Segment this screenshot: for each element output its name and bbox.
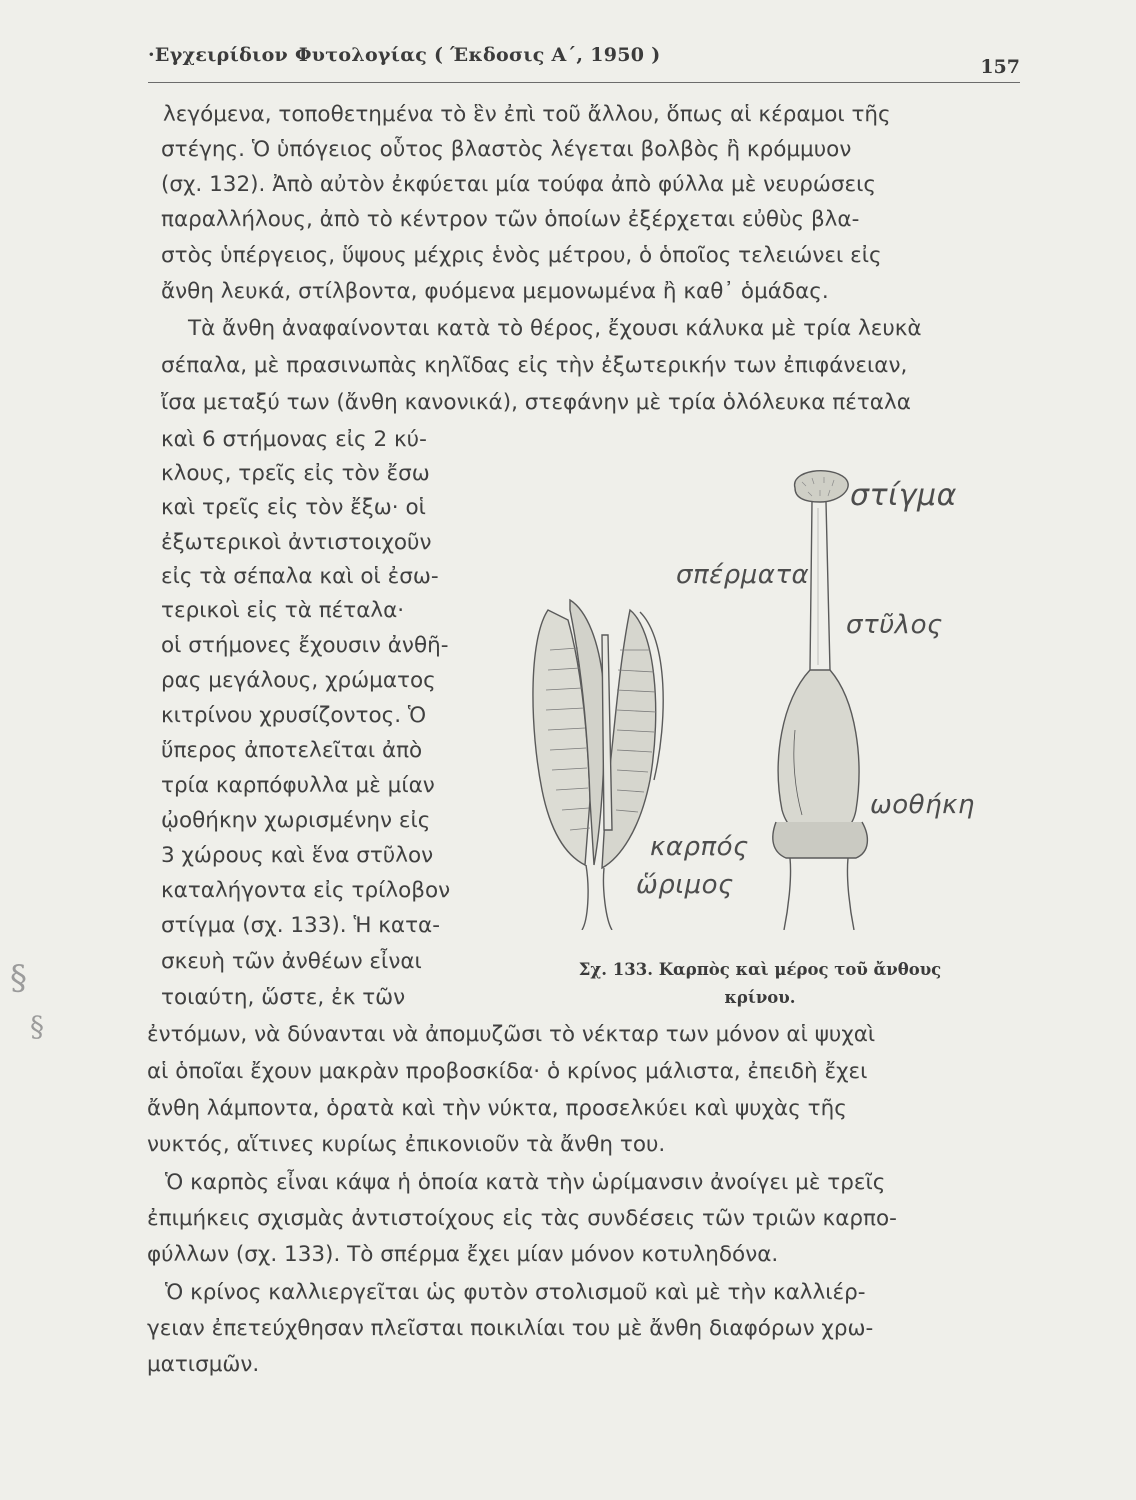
caption-line-2: κρίνου. xyxy=(724,988,796,1008)
figure-caption xyxy=(520,956,1000,1012)
capsule-stem xyxy=(582,865,612,930)
text-line: στέγης. Ὁ ὑπόγειος οὗτος βλαστὸς λέγεται βολβὸς ἢ κρόμμυον xyxy=(161,137,852,162)
text-line: ματισμῶν. xyxy=(147,1352,260,1377)
stigma xyxy=(795,471,849,502)
text-line: Ὁ κρίνος καλλιεργεῖται ὡς φυτὸν στολισμοῦ καὶ μὲ τὴν καλλιέρ- xyxy=(165,1280,866,1305)
page-number: 157 xyxy=(980,56,1020,78)
text-line: ἴσα μεταξύ των (ἄνθη κανονικά), στεφάνην μὲ τρία ὁλόλευκα πέταλα xyxy=(161,390,911,415)
text-line: παραλλήλους, ἀπὸ τὸ κέντρον τῶν ὁποίων ἐξέρχεται εὐθὺς βλα- xyxy=(161,207,860,232)
text-line: ἐπιμήκεις σχισμὰς ἀντιστοίχους εἰς τὰς συνδέσεις τῶν τριῶν καρπο- xyxy=(147,1206,897,1231)
text-line: στὸς ὑπέργειος, ὕψους μέχρις ἑνὸς μέτρου, ὁ ὁποῖος τελειώνει εἰς xyxy=(161,243,882,268)
label-ovary: ωοθήκη xyxy=(870,790,975,820)
text-line: Ὁ καρπὸς εἶναι κάψα ἡ ὁποία κατὰ τὴν ὡρίμανσιν ἀνοίγει μὲ τρεῖς xyxy=(165,1170,886,1195)
caption-line-1: Σχ. 133. Καρπὸς καὶ μέρος τοῦ ἄνθους xyxy=(578,960,942,979)
text-line: φύλλων (σχ. 133). Τὸ σπέρμα ἔχει μίαν μόνον κοτυληδόνα. xyxy=(147,1242,779,1267)
margin-pencil-mark: § xyxy=(10,958,27,998)
text-line: καταλήγοντα εἰς τρίλοβον xyxy=(161,878,451,903)
text-line: τερικοὶ εἰς τὰ πέταλα· xyxy=(161,598,405,623)
text-line: Τὰ ἄνθη ἀναφαίνονται κατὰ τὸ θέρος, ἔχουσι κάλυκα μὲ τρία λευκὰ xyxy=(188,316,922,341)
style xyxy=(810,502,830,670)
text-line: ρας μεγάλους, χρώματος xyxy=(161,668,436,693)
text-line: καὶ 6 στήμονας εἰς 2 κύ- xyxy=(161,427,427,452)
margin-pencil-mark: § xyxy=(30,1010,44,1043)
text-line: εἰς τὰ σέπαλα καὶ οἱ ἐσω- xyxy=(161,564,439,589)
ovary xyxy=(778,670,859,838)
lily-fruit-figure xyxy=(490,460,1010,930)
book-title: ·Εγχειρίδιον Φυτολογίας ( Έκδοσις Α΄, 1950 ) xyxy=(148,44,661,66)
text-line: ἄνθη λευκά, στίλβοντα, φυόμενα μεμονωμένα ἢ καθ᾽ ὁμάδας. xyxy=(161,279,829,304)
text-line: τοιαύτη, ὥστε, ἐκ τῶν xyxy=(161,985,406,1010)
text-line: κιτρίνου χρυσίζοντος. Ὁ xyxy=(161,703,427,728)
text-line: γειαν ἐπετεύχθησαν πλεῖσται ποικιλίαι του μὲ ἄνθη διαφόρων χρω- xyxy=(147,1316,874,1341)
text-line: αἱ ὁποῖαι ἔχουν μακρὰν προβοσκίδα· ὁ κρίνος μάλιστα, ἐπειδὴ ἔχει xyxy=(147,1059,868,1084)
text-line: λεγόμενα, τοποθετημένα τὸ ἓν ἐπὶ τοῦ ἄλλου, ὅπως αἱ κέραμοι τῆς xyxy=(163,102,891,127)
text-line: οἱ στήμονες ἔχουσιν ἀνθῆ- xyxy=(161,633,449,658)
text-line: ἄνθη λάμποντα, ὁρατὰ καὶ τὴν νύκτα, προσελκύει καὶ ψυχὰς τῆς xyxy=(147,1096,847,1121)
running-header xyxy=(148,40,1020,83)
text-line: 3 χώρους καὶ ἕνα στῦλον xyxy=(161,843,434,868)
text-line: ἐξωτερικοὶ ἀντιστοιχοῦν xyxy=(161,530,432,555)
label-ripe: ὥριμος xyxy=(636,870,734,900)
text-line: (σχ. 132). Ἀπὸ αὐτὸν ἐκφύεται μία τούφα ἀπὸ φύλλα μὲ νευρώσεις xyxy=(161,172,877,197)
label-style: στῦλος xyxy=(846,610,943,640)
text-line: ὕπερος ἀποτελεῖται ἀπὸ xyxy=(161,738,423,763)
text-line: ᾠοθήκην χωρισμένην εἰς xyxy=(161,808,431,833)
text-line: καὶ τρεῖς εἰς τὸν ἔξω· οἱ xyxy=(161,495,426,520)
receptacle xyxy=(773,822,868,858)
text-line: ἐντόμων, νὰ δύνανται νὰ ἀπομυζῶσι τὸ νέκταρ των μόνον αἱ ψυχαὶ xyxy=(147,1022,876,1047)
text-line: κλους, τρεῖς εἰς τὸν ἔσω xyxy=(161,461,430,486)
text-line: τρία καρπόφυλλα μὲ μίαν xyxy=(161,773,435,798)
seed-column xyxy=(602,635,612,830)
label-fruit: καρπός xyxy=(650,832,749,862)
text-line: νυκτός, αἵτινες κυρίως ἐπικονιοῦν τὰ ἄνθη του. xyxy=(147,1132,666,1157)
label-seeds: σπέρματα xyxy=(676,560,810,590)
text-line: στίγμα (σχ. 133). Ἡ κατα- xyxy=(161,913,440,938)
label-stigma: στίγμα xyxy=(850,478,957,513)
text-line: σκευὴ τῶν ἀνθέων εἶναι xyxy=(161,949,422,974)
text-line: σέπαλα, μὲ πρασινωπὰς κηλῖδας εἰς τὴν ἐξωτερικήν των ἐπιφάνειαν, xyxy=(161,353,908,378)
